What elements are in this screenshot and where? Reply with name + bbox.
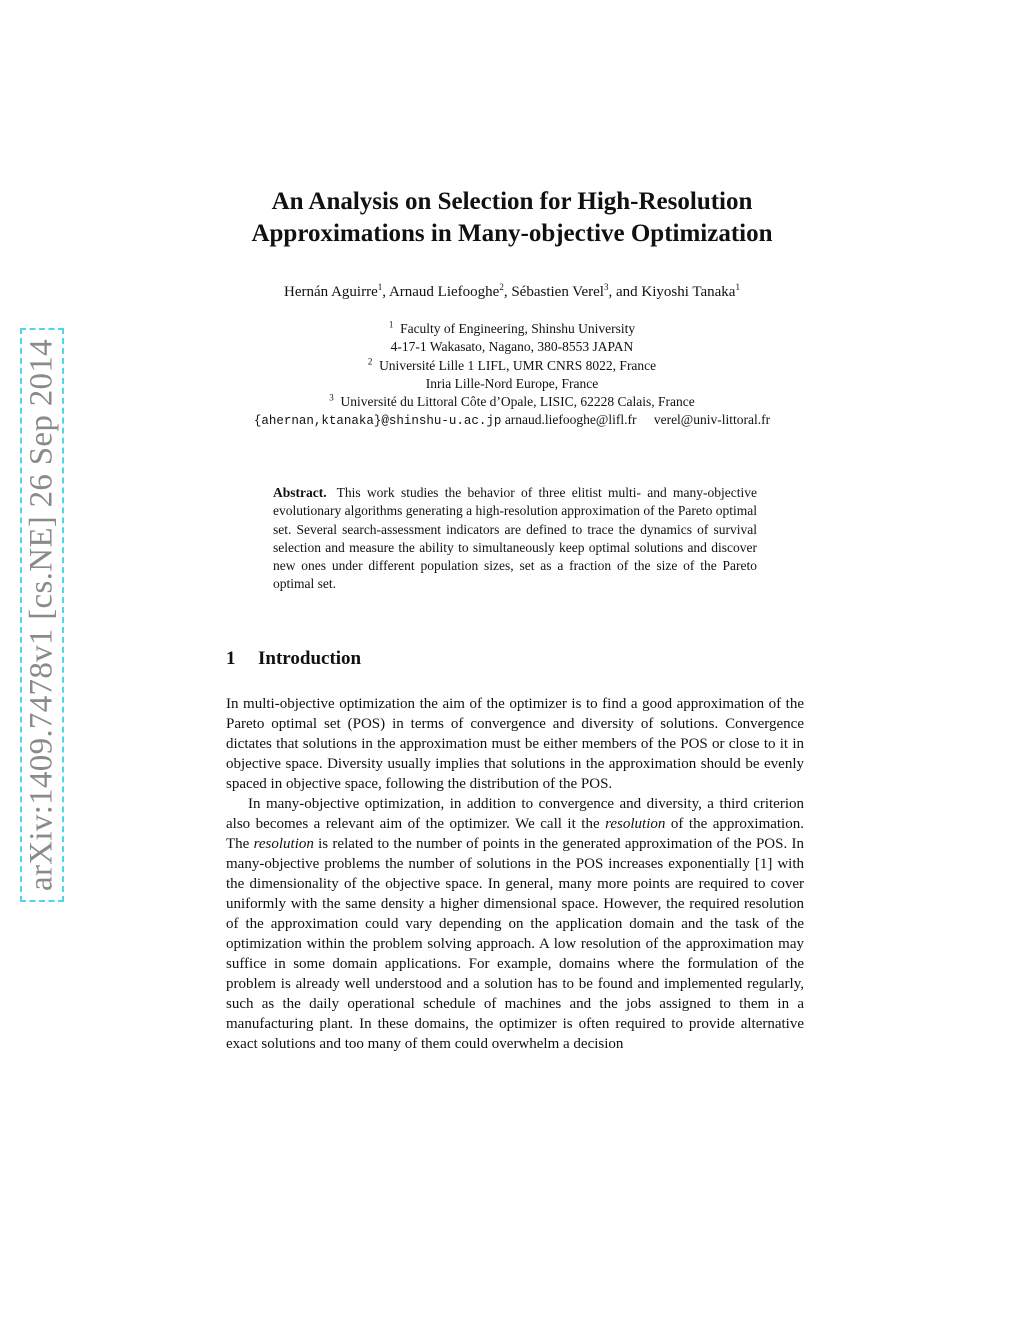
section-title: Introduction bbox=[258, 648, 362, 669]
author-name: Kiyoshi Tanaka bbox=[641, 284, 736, 300]
author-list: Hernán Aguirre$^1$, Arnaud Liefooghe$^2$, Sébastien Verel$^3$, and Kiyoshi Tanaka$^1$ bbox=[284, 282, 740, 300]
affiliation-1 bbox=[0, 320, 1024, 338]
author-affil-mark: 3 bbox=[603, 282, 609, 292]
abstract-text: This work studies the behavior of three elitist multi- and many-objective evolutionary algorithms generating a high-resolution approximation of the Pareto optimal set. Several search-assessment indicators are defined to trace the dynamics of survival selection and measure the ability to simultaneously keep optimal solutions and discover new ones under different population sizes, set as a fraction of the size of the Pareto optimal set. bbox=[273, 485, 758, 592]
abstract-label: Abstract. bbox=[273, 485, 327, 500]
email-liefooghe[interactable]: arnaud.liefooghe@lifl.fr bbox=[504, 412, 637, 428]
paragraph-text: of the approximation. The bbox=[226, 816, 804, 852]
affil-mark: 2 bbox=[367, 356, 373, 367]
affil-text: Université du Littoral Côte d’Opale, LISIC, 62228 Calais, France bbox=[340, 394, 695, 410]
affiliations bbox=[0, 320, 1024, 431]
affiliation-2-address: Inria Lille-Nord Europe, France bbox=[425, 375, 599, 391]
author-name: Sébastien Verel bbox=[511, 284, 604, 300]
section-heading bbox=[226, 648, 361, 670]
email-shinshu[interactable]: {ahernan,ktanaka}@shinshu-u.ac.jp bbox=[253, 414, 502, 429]
affil-mark: 1 bbox=[388, 319, 394, 330]
author-name: Arnaud Liefooghe bbox=[388, 284, 500, 300]
affiliation-1-address: 4-17-1 Wakasato, Nagano, 380-8553 JAPAN bbox=[390, 339, 634, 355]
paper-title bbox=[0, 186, 1024, 250]
emphasis-term: resolution bbox=[253, 836, 314, 852]
paragraph-text: In many-objective optimization, in addition to convergence and diversity, a third criterion also becomes a relevant aim of the optimizer. We call it the bbox=[226, 796, 804, 832]
affiliation-2 bbox=[0, 357, 1024, 375]
author-affil-mark: 1 bbox=[377, 282, 383, 292]
author-affil-mark: 2 bbox=[499, 282, 504, 292]
paragraph-2 bbox=[226, 794, 804, 1054]
body-text bbox=[226, 694, 804, 1054]
paragraph-1: In multi-objective optimization the aim of the optimizer is to find a good approximation of the Pareto optimal set (POS) in terms of convergence and diversity of solutions. Convergence dictates that solutions in the approximation must be either members of the POS or close to it in objective space. Diversity usually implies that solutions in the approximation should be evenly spaced in objective space, following the distribution of the POS. bbox=[226, 696, 804, 792]
title-line-2: Approximations in Many-objective Optimization bbox=[251, 220, 773, 247]
emphasis-term: resolution bbox=[605, 816, 666, 832]
paragraph-text: is related to the number of points in the generated approximation of the POS. In many-objective problems the number of solutions in the POS increases exponentially [1] with the dimensionality of the objective space. In general, many more points are required to cover uniformly with the same density a higher dimensional space. However, the required resolution of the approximation could vary depending on the application domain and the task of the optimization within the problem solving approach. A low resolution of the approximation may suffice in some domain applications. For example, domains where the formulation of the problem is already well understood and a solution has to be found and implemented regularly, such as the daily operational schedule of machines and the jobs assigned to them in a manufacturing plant. In these domains, the optimizer is often required to provide alternative exact solutions and too many of them could overwhelm a decision bbox=[226, 836, 804, 1052]
arxiv-identifier: arXiv:1409.7478v1 [cs.NE] 26 Sep 2014 bbox=[23, 339, 60, 891]
affil-mark: 3 bbox=[329, 392, 334, 403]
author-name: Hernán Aguirre bbox=[284, 284, 378, 300]
title-line-1: An Analysis on Selection for High-Resolution bbox=[271, 188, 753, 215]
email-verel[interactable]: verel@univ-littoral.fr bbox=[653, 412, 771, 428]
affil-text: Faculty of Engineering, Shinshu University bbox=[400, 321, 636, 336]
email-line bbox=[0, 411, 1024, 430]
affiliation-3 bbox=[0, 393, 1024, 411]
section-number: 1 bbox=[226, 648, 236, 669]
affil-text: Université Lille 1 LIFL, UMR CNRS 8022, France bbox=[379, 357, 657, 373]
abstract bbox=[273, 484, 757, 594]
author-affil-mark: 1 bbox=[735, 282, 740, 292]
